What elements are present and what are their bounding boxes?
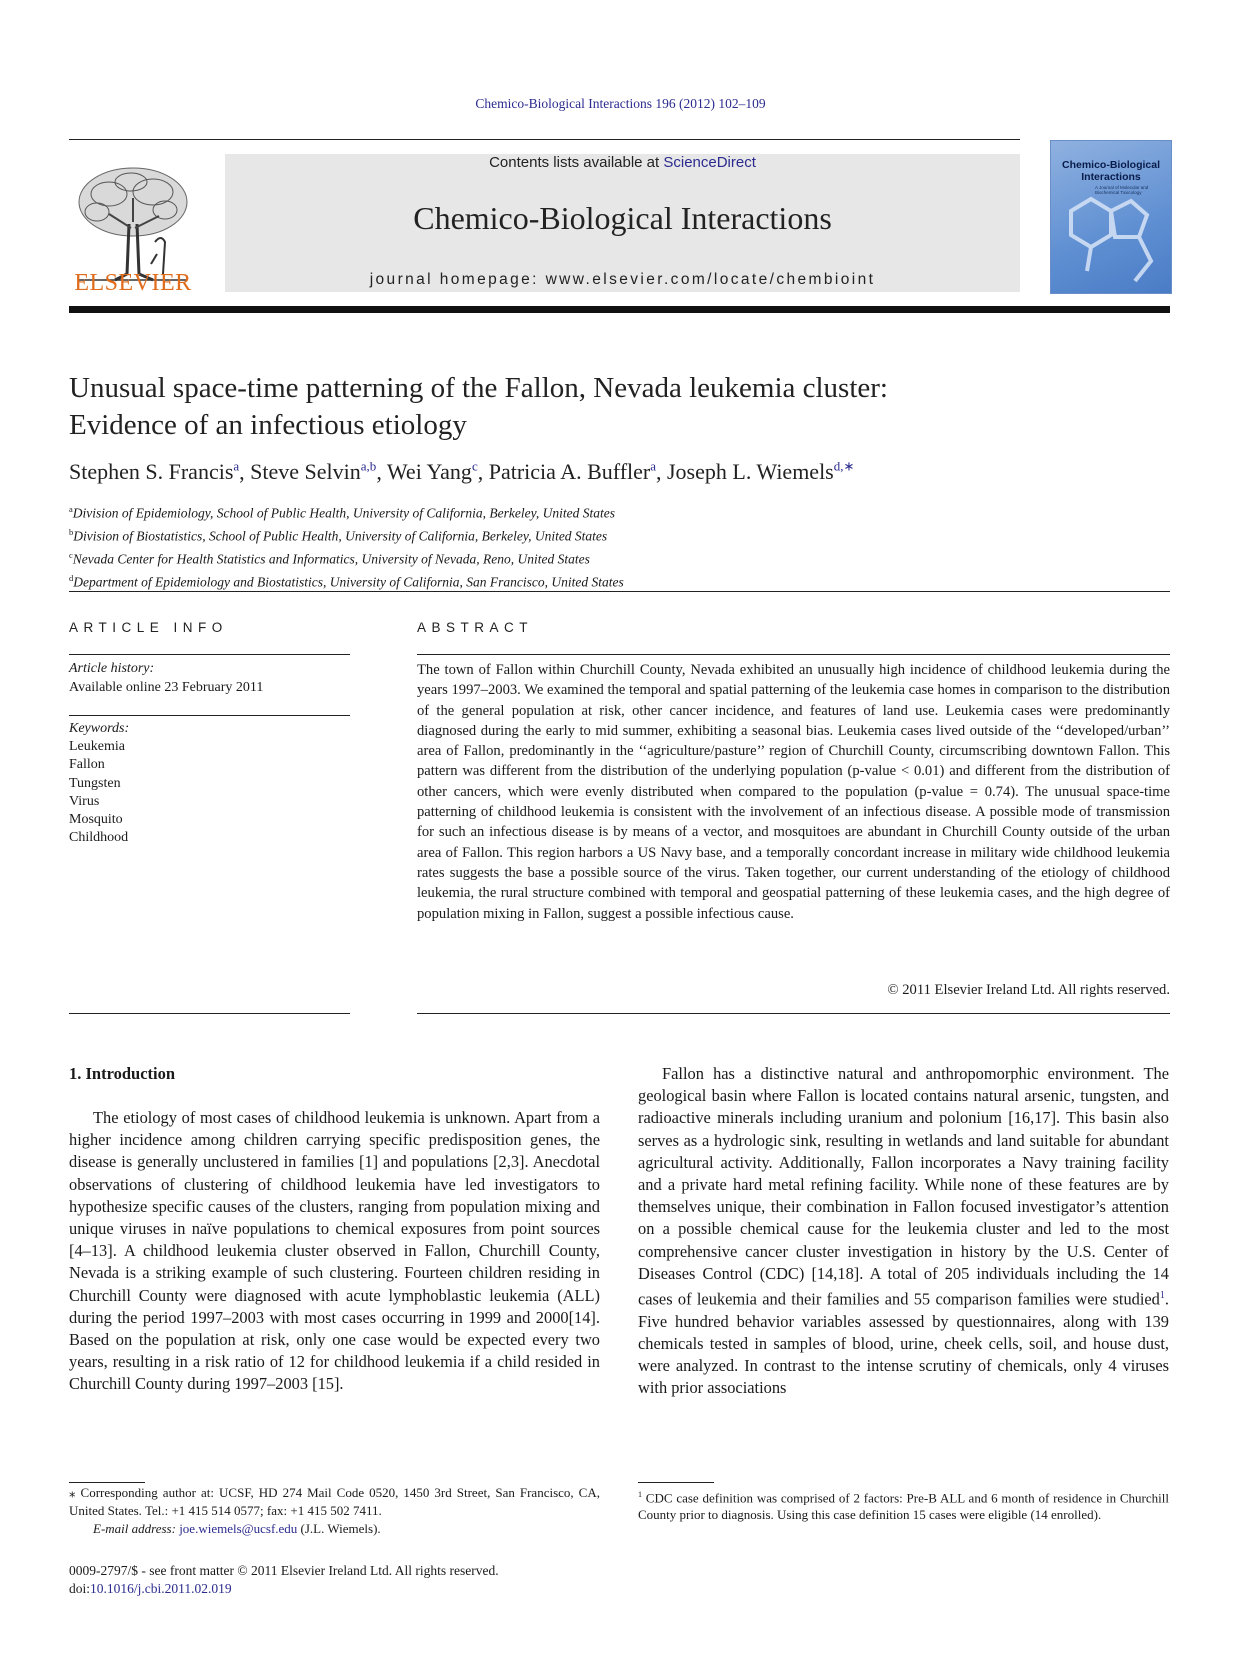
author-list: Stephen S. Francis$^a$, Steve Selvin$^{a,b}$, Wei Yang$^c$, Patricia A. Buffler$^a$, Joseph L. Wiemels$^{d,∗}$ (69, 459, 855, 485)
journal-title: Chemico-Biological Interactions (413, 200, 832, 236)
article-history: Article history: Available online 23 February 2011 (69, 661, 264, 695)
author[interactable]: Patricia A. Buffler$^a$ (488, 459, 656, 485)
article-title: Unusual space-time patterning of the Fallon, Nevada leukemia cluster: Evidence of an infectious etiology (69, 372, 888, 441)
keyword: Leukemia (69, 739, 125, 755)
author[interactable]: Joseph L. Wiemels$^{d,∗}$ (667, 459, 855, 485)
author[interactable]: Steve Selvin$^{a,b}$ (250, 459, 377, 485)
footnote-1: $^1$ CDC case definition was comprised of 2 factors: Pre-B ALL and 6 month of residence in Churchill County prior to diagnosis. Using this case definition 15 cases were eligible (14 enrolled). (638, 1490, 1169, 1523)
keyword: Childhood (69, 830, 129, 846)
footnote-rule (638, 1482, 714, 1483)
abstract-text: The town of Fallon within Churchill County, Nevada exhibited an unusually high incidence of childhood leukemia during the years 1997–2003. We examined the temporal and spatial patterning of the leukemia case homes in comparison to the distribution of the general population at risk, other cancer incidence, and features of land use. Leukemia cases were predominantly diagnosed during the early to mid summer, exhibiting a seasonal bias. Leukemia cases lived outside of the ‘‘developed/urban’’ area of Fallon, predominantly in the ‘‘agriculture/pasture’’ region of Churchill County, circumscribing downtown Fallon. This pattern was different from the distribution of the underlying population (p-value < 0.01) and different from the distribution of other cancers, which were evenly distributed when compared to the population (p-value = 0.74). The unusual space-time patterning of childhood leukemia is consistent with the involvement of an infectious disease. A possible mode of transmission for such an infectious disease is by means of a vector, and mosquitoes are abundant in Churchill County outside of the urban area of Fallon. This region harbors a US Navy base, and a temporally concordant increase in military wide childhood leukemia rates suggests the base a possible source of the virus. Taken together, our current understanding of the etiology of childhood leukemia, the rural structure combined with temporal and geospatial patterning of these leukemia cases, and the high degree of population mixing in Fallon, suggest a possible infectious cause. (417, 662, 1170, 922)
header-rule (69, 139, 1020, 140)
abstract-rule (417, 654, 1170, 655)
keyword-list: Keywords: Leukemia Fallon Tungsten Virus Mosquito Childhood (69, 720, 350, 847)
author[interactable]: Wei Yang$^c$ (386, 459, 478, 485)
affiliation: $^d$Department of Epidemiology and Biostatistics, University of California, San Francisco, United States (69, 573, 624, 590)
affiliation-list (69, 500, 1169, 592)
email-link[interactable]: joe.wiemels@ucsf.edu (179, 1521, 298, 1536)
affiliation: $^c$Nevada Center for Health Statistics and Informatics, University of Nevada, Reno, United States (69, 550, 590, 567)
journal-citation[interactable]: Chemico-Biological Interactions 196 (2012) 102–109 (475, 96, 766, 111)
corresponding-author-note: ⁎ Corresponding author at: UCSF, HD 274 Mail Code 0520, 1450 3rd Street, San Francisco, CA, United States. Tel.: +1 415 514 0577; fax: +1 415 502 7411. E-mail address: joe.wiemels@ucsf.edu (J.L. Wiemels). (69, 1485, 600, 1536)
front-matter-info: 0009-2797/$ - see front matter © 2011 Elsevier Ireland Ltd. All rights reserved. doi:10.1016/j.cbi.2011.02.019 (69, 1563, 499, 1596)
affiliation: $^b$Division of Biostatistics, School of Public Health, University of California, Berkeley, United States (69, 527, 608, 544)
footnote-ref[interactable]: 1 (1159, 1290, 1165, 1302)
article-info-heading: ARTICLE INFO (69, 620, 228, 635)
footnote-rule (69, 1482, 145, 1483)
journal-homepage[interactable]: journal homepage: www.elsevier.com/locate/chembioint (369, 271, 876, 288)
cover-subtitle: A Journal of Molecular and Biochemical Toxicology (1095, 185, 1149, 195)
affiliation: $^a$Division of Epidemiology, School of Public Health, University of California, Berkeley, United States (69, 504, 615, 521)
header-thick-rule (69, 306, 1170, 313)
keyword: Tungsten (69, 775, 121, 791)
doi-link[interactable]: 10.1016/j.cbi.2011.02.019 (90, 1581, 232, 1596)
section-heading-introduction: 1. Introduction (69, 1064, 176, 1083)
abstract-heading: ABSTRACT (417, 620, 534, 635)
article-info-rule (69, 715, 350, 716)
keyword: Virus (69, 793, 100, 809)
article-info-rule (69, 654, 350, 655)
journal-cover-image (1050, 140, 1172, 294)
body-column-right: Fallon has a distinctive natural and anthropomorphic environment. The geological basin where Fallon is located contains natural arsenic, tungsten, and radioactive minerals including uranium and polonium [16,17]. This basin also serves as a hydrologic sink, resulting in wetlands and land suitable for abundant agricultural activity. Additionally, Fallon incorporates a Navy training facility and a private hard metal refining facility. While none of these features are by themselves unique, their combination in Fallon focused investigator’s attention on a possible chemical cause for the leukemia cluster and led to the most comprehensive cancer cluster investigation in history by the U.S. Center of Diseases Control (CDC) [14,18]. A total of 205 individuals including the 14 cases of leukemia and their families and 55 comparison families were studied$^1$. Five hundred behavior variables assessed by questionnaires, along with 139 chemicals tested in samples of blood, urine, cheek cells, soil, and house dust, were analyzed. In contrast to the intense scrutiny of chemicals, only 4 viruses with prior associations (638, 1064, 1169, 1398)
elsevier-wordmark: ELSEVIER (74, 270, 192, 296)
article-info-rule (69, 1013, 350, 1014)
abstract-rule (417, 1013, 1170, 1014)
cover-title: Chemico-Biological Interactions (1061, 159, 1160, 183)
body-column-left: The etiology of most cases of childhood leukemia is unknown. Apart from a higher incidence among children carrying specific predisposition genes, the disease is generally unclustered in families [1] and populations [2,3]. Anecdotal observations of clustering of childhood leukemia have led investigators to hypothesize specific causes of the clusters, ranging from population mixing and unique viruses in naïve populations to chemical exposures from point sources [4–13]. A childhood leukemia cluster observed in Fallon, Churchill County, Nevada is a striking example of such clustering. Fourteen children residing in Churchill County were diagnosed with acute lymphoblastic leukemia (ALL) during the period 1997–2003 with most cases occurring in 1999 and 2000[14]. Based on the population at risk, only one case would be expected every two years, resulting in a risk ratio of 12 for childhood leukemia if a child resided in Churchill County during 1997–2003 [15]. (69, 1108, 600, 1394)
abstract-copyright: © 2011 Elsevier Ireland Ltd. All rights reserved. (887, 982, 1170, 998)
author[interactable]: Stephen S. Francis$^a$ (69, 459, 240, 485)
keyword: Fallon (69, 757, 105, 773)
contents-line: Contents lists available at ScienceDirect (489, 154, 756, 171)
keyword: Mosquito (69, 812, 123, 828)
section-rule (69, 591, 1170, 592)
sciencedirect-link[interactable]: ScienceDirect (663, 154, 756, 171)
